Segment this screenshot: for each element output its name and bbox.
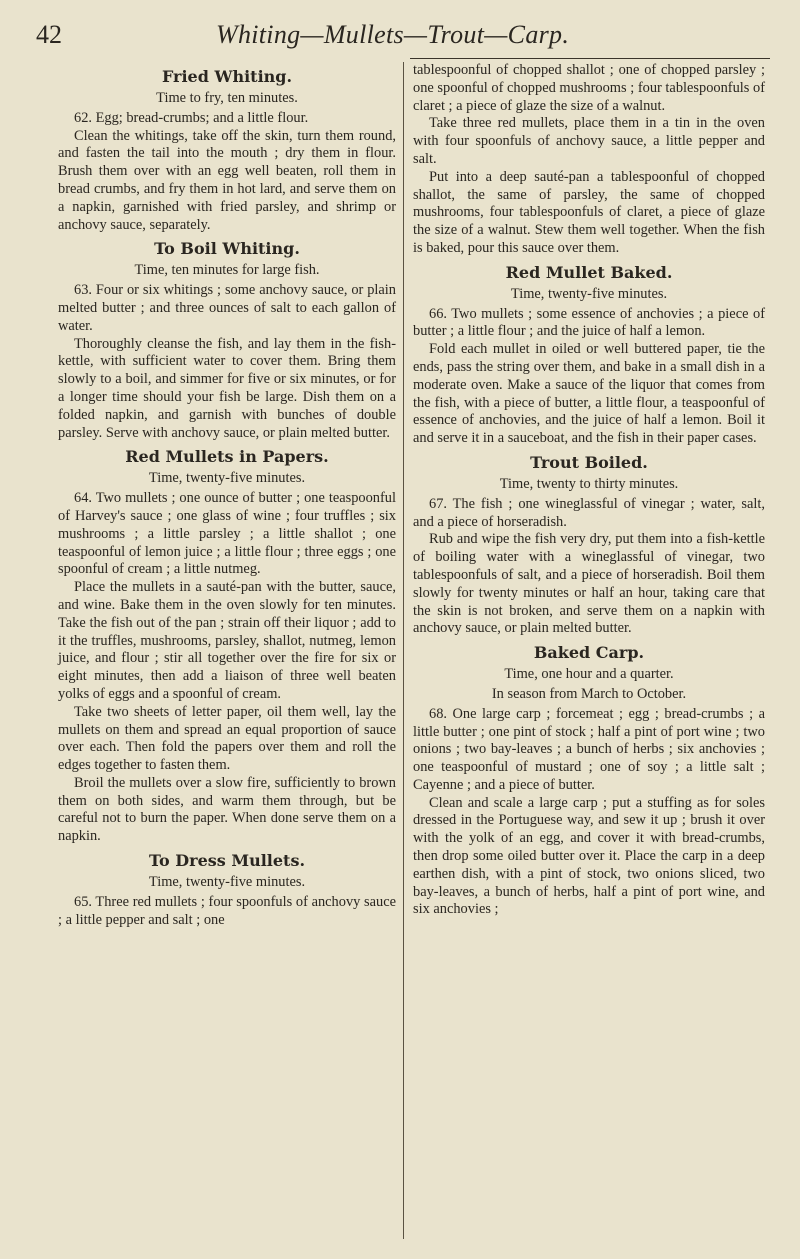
season-note: In season from March to October.	[491, 685, 687, 702]
recipe-paragraph: 63. Four or six whitings ; some anchovy sauce, or plain melted butter ; and three ounces of salt to each gallon of water.	[58, 282, 396, 334]
cooking-time: Time, twenty to thirty minutes.	[499, 475, 679, 492]
right-column	[413, 62, 765, 923]
recipe-title: Fried Whiting.	[161, 67, 293, 86]
recipe-title: To Boil Whiting.	[154, 239, 300, 259]
cooking-time: Time, ten minutes for large fish.	[134, 262, 320, 279]
recipe-paragraph: Put into a deep sauté-pan a tablespoonful of chopped shallot, the same of parsley, the same of chopped mushrooms, four tablespoonfuls of claret, a piece of glaze the size of a walnut. Stew them well together. When the fish is baked, pour this sauce over them.	[413, 168, 765, 256]
recipe-paragraph: Clean the whitings, take off the skin, turn them round, and fasten the tail into the mouth ; dry them in flour. Brush them over with an egg well beaten, roll them in bread crumbs, and fry them in hot lard, and serve them on a napkin, garnished with fried parsley, and shrimp or anchovy sauce, separately.	[58, 127, 396, 233]
recipe-paragraph: Take two sheets of letter paper, oil them well, lay the mullets on them and spread an equal proportion of sauce over each. Then fold the papers over them and roll the edges together to fasten them.	[58, 703, 396, 774]
recipe-section	[413, 262, 765, 448]
recipe-paragraph: 67. The fish ; one wineglassful of vinegar ; water, salt, and a piece of horseradish.	[413, 495, 765, 530]
cooking-time: Time, twenty-five minutes.	[510, 285, 668, 302]
recipe-paragraph: Clean and scale a large carp ; put a stuffing as for soles dressed in the Portuguese way, and sew it up ; brush it over with the yolk of an egg, and cover it with bread-crumbs, then drop some oiled butter over it. Place the carp in a deep earthen dish, with a pint of stock, two onions sliced, two bay-leaves, a bunch of herbs, half a pint of port wine, and six anchovies ;	[413, 794, 765, 918]
recipe-paragraph: Fold each mullet in oiled or well buttered paper, tie the ends, pass the string over them, and bake in a small dish in a moderate oven. Make a sauce of the liquor that comes from the fish, with a piece of butter, a little flour, a teaspoonful of essence of anchovies, and the juice of half a lemon. Boil it and serve it in a sauceboat, and the fish in their paper cases.	[413, 341, 765, 447]
recipe-paragraph: Place the mullets in a sauté-pan with the butter, sauce, and wine. Bake them in the oven slowly for ten minutes. Take the fish out of the pan ; strain off their liquor ; add to it the truffles, mushrooms, parsley, shallot, nutmeg, lemon juice, and flour ; stir all together over the fire for six or eight minutes, then add a liaison of three well beaten yolks of eggs and a spoonful of cream.	[58, 579, 396, 702]
recipe-paragraph: tablespoonful of chopped shallot ; one of chopped parsley ; one spoonful of chopped mushrooms ; four tablespoonfuls of claret ; a piece of glaze the size of a walnut.	[413, 62, 765, 114]
recipe-title: Baked Carp.	[533, 643, 645, 663]
recipe-paragraph: 68. One large carp ; forcemeat ; egg ; bread-crumbs ; a little butter ; one pint of stock ; half a pint of port wine ; two onions ; two bay-leaves ; a bunch of herbs ; six anchovies ; one teaspoonful of mustard ; one of soy ; a little salt ; Cayenne ; and a piece of butter.	[413, 705, 765, 793]
recipe-paragraph: 65. Three red mullets ; four spoonfuls of anchovy sauce ; a little pepper and salt ; one	[58, 893, 396, 928]
recipe-paragraph: Rub and wipe the fish very dry, put them into a fish-kettle of boiling water with a wineglassful of vinegar, two tablespoonfuls of salt, and a piece of horseradish. Boil them slowly for twenty minutes or half an hour, taking care that the skin is not broken, and serve them on a napkin with anchovy sauce, or plain melted butter.	[413, 531, 765, 637]
recipe-title: Red Mullet Baked.	[505, 262, 673, 282]
recipe-section	[58, 66, 396, 234]
column-divider	[403, 62, 404, 1239]
recipe-paragraph: 62. Egg; bread-crumbs; and a little flour.	[74, 109, 309, 126]
recipe-paragraph: 64. Two mullets ; one ounce of butter ; one teaspoonful of Harvey's sauce ; one glass of wine ; four truffles ; six mushrooms ; a little parsley ; a little shallot ; one teaspoonful of lemon juice ; a little flour ; three eggs ; one spoonful of cream ; a little nutmeg.	[58, 490, 396, 578]
recipe-section	[413, 642, 765, 919]
recipe-title: Red Mullets in Papers.	[125, 447, 329, 467]
page-header	[36, 20, 770, 52]
page-number: 42	[36, 20, 62, 49]
recipe-title: To Dress Mullets.	[148, 851, 306, 871]
recipe-paragraph: 66. Two mullets ; some essence of anchovies ; a piece of butter ; a little flour ; and the juice of half a lemon.	[413, 305, 765, 340]
recipe-paragraph: Thoroughly cleanse the fish, and lay them in the fish-kettle, with sufficient water to cover them. Bring them slowly to a boil, and simmer for five or six minutes, or for a longer time should your fish be large. Dish them on a folded napkin, and garnish with bunches of double parsley. Serve with anchovy sauce, or plain melted butter.	[58, 335, 396, 441]
left-column	[58, 62, 396, 933]
recipe-section	[58, 850, 396, 929]
cooking-time: Time to fry, ten minutes.	[156, 90, 298, 106]
recipe-paragraph: Take three red mullets, place them in a tin in the oven with four spoonfuls of anchovy sauce, a little pepper and salt.	[413, 115, 765, 167]
recipe-section	[413, 62, 765, 258]
recipe-section	[58, 446, 396, 846]
running-title: Whiting—Mullets—Trout—Carp.	[216, 20, 570, 49]
cooking-time: Time, twenty-five minutes.	[148, 470, 306, 487]
header-rule	[410, 58, 770, 59]
recipe-paragraph: Broil the mullets over a slow fire, sufficiently to brown them on both sides, and warm them through, but be careful not to burn the paper. When done serve them on a napkin.	[58, 774, 396, 845]
recipe-title: Trout Boiled.	[530, 452, 648, 472]
recipe-section	[58, 238, 396, 442]
cooking-time: Time, twenty-five minutes.	[148, 874, 306, 891]
recipe-section	[413, 452, 765, 638]
cooking-time: Time, one hour and a quarter.	[504, 666, 674, 683]
